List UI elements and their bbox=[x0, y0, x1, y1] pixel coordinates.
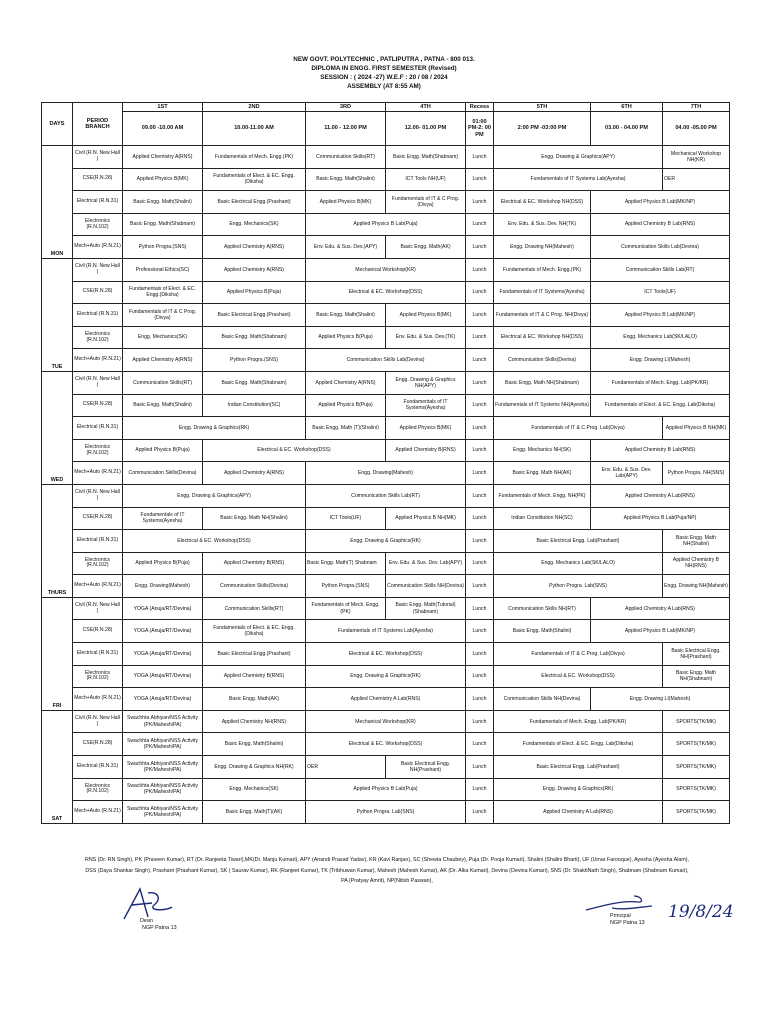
class-cell: Applied Physics B(MK) bbox=[386, 417, 466, 440]
class-cell: Swachhta Abhiyan/NSS Activity (PK/Mahesh/PA) bbox=[123, 710, 203, 733]
class-cell: Communication Skills Lab(Devina) bbox=[591, 236, 730, 259]
class-cell: Basic Engg. Math(AK) bbox=[386, 236, 466, 259]
class-cell: Basic Electrical Engg. Lab(Prashant) bbox=[494, 756, 663, 779]
class-cell: Communication Skills(RT) bbox=[306, 146, 386, 169]
assembly-line: ASSEMBLY (AT 8:55 AM) bbox=[347, 83, 421, 90]
class-cell: Electrical & EC. Workshop(DSS) bbox=[123, 530, 306, 553]
period-2-time: 10.00-11.00 AM bbox=[203, 112, 306, 146]
timetable-row bbox=[42, 665, 730, 688]
class-cell: Applied Chemistry A(RNS) bbox=[203, 258, 306, 281]
branch-cell: Electrical (R.N.31) bbox=[73, 530, 123, 553]
class-cell: Communication Skills NH(Devina) bbox=[386, 575, 466, 598]
class-cell: Env. Edu. & Sus. Dev. NH(TK) bbox=[494, 213, 591, 236]
class-cell: Engg. Drawing & Graphics(APY) bbox=[123, 484, 306, 507]
class-cell: Communication Skills Lab(Devina) bbox=[306, 349, 466, 372]
class-cell: OER bbox=[306, 756, 386, 779]
period-1-time: 09.00 -10.00 AM bbox=[123, 112, 203, 146]
lunch-cell: Lunch bbox=[466, 575, 494, 598]
class-cell: Applied Physics B Lab(Puja/NP) bbox=[591, 507, 730, 530]
branch-cell: CSE(R.N.28) bbox=[73, 733, 123, 756]
branch-cell: Mech+Auto (R.N.21) bbox=[73, 801, 123, 824]
class-cell: Applied Chemistry B NH(RNS) bbox=[663, 552, 730, 575]
class-cell: Basic Engg. Math(Shabnam) bbox=[386, 146, 466, 169]
lunch-cell: Lunch bbox=[466, 552, 494, 575]
class-cell: Env. Edu. & Sus. Dev.(APY) bbox=[306, 236, 386, 259]
timetable bbox=[41, 102, 730, 824]
class-cell: Applied Physics B Lab(MK/NP) bbox=[591, 191, 730, 214]
class-cell: Basic Engg. Math(Shalini) bbox=[123, 394, 203, 417]
class-cell: Fundamentals of Mech. Engg.(PK) bbox=[203, 146, 306, 169]
course-title: DIPLOMA IN ENGG. FIRST SEMESTER (Revised) bbox=[311, 65, 457, 72]
class-cell: Engg. Mechanics NH(SK) bbox=[494, 439, 591, 462]
class-cell: Python Progra. Lab(SNS) bbox=[494, 575, 663, 598]
day-label: WED bbox=[42, 371, 73, 484]
class-cell: Applied Physics B(Puja) bbox=[203, 281, 306, 304]
class-cell: Applied Physics B(MK) bbox=[306, 191, 386, 214]
class-cell: Engg. Drawing LI(Mahesh) bbox=[591, 688, 730, 711]
class-cell: Swachhta Abhiyan/NSS Activity (PK/Mahesh/PA) bbox=[123, 733, 203, 756]
timetable-row bbox=[42, 349, 730, 372]
class-cell: Engg. Drawing & Graphics(RK) bbox=[306, 530, 466, 553]
branch-cell: Electrical (R.N.31) bbox=[73, 304, 123, 327]
class-cell: Mechanical Workshop NH(KR) bbox=[663, 146, 730, 169]
class-cell: Applied Physics B Lab(MK/NP) bbox=[591, 620, 730, 643]
class-cell: SPORTS(TK/MK) bbox=[663, 756, 730, 779]
class-cell: Applied Chemistry A(RNS) bbox=[203, 462, 306, 485]
period-5-header: 5TH bbox=[494, 103, 591, 112]
timetable-row bbox=[42, 597, 730, 620]
period-5-time: 2:00 PM -03:00 PM bbox=[494, 112, 591, 146]
class-cell: YOGA (Anuja/RT/Devina) bbox=[123, 597, 203, 620]
timetable-row bbox=[42, 417, 730, 440]
class-cell: Applied Physics B(Puja) bbox=[123, 439, 203, 462]
class-cell: Applied Physics B(MK) bbox=[123, 168, 203, 191]
lunch-cell: Lunch bbox=[466, 258, 494, 281]
branch-cell: Civil (R.N. New Hall ) bbox=[73, 710, 123, 733]
class-cell: Basic Engg. Math(T)(AK) bbox=[203, 801, 306, 824]
branch-cell: Civil (R.N. New Hall ) bbox=[73, 484, 123, 507]
class-cell: Fundamentals of IT & C Prog.(Divya) bbox=[123, 304, 203, 327]
lunch-cell: Lunch bbox=[466, 665, 494, 688]
class-cell: Electrical & EC. Workshop(DSS) bbox=[306, 733, 466, 756]
class-cell: Basic Electrical Engg.(Prashant) bbox=[203, 643, 306, 666]
day-label: MON bbox=[42, 146, 73, 259]
lunch-cell: Lunch bbox=[466, 778, 494, 801]
class-cell: Fundamentals of Mech. Engg. Lab(PK/KR) bbox=[591, 371, 730, 394]
period-4-time: 12.00- 01.00 PM bbox=[386, 112, 466, 146]
period-3-header: 3RD bbox=[306, 103, 386, 112]
class-cell: Swachhta Abhiyan/NSS Activity (PK/Mahesh/PA) bbox=[123, 778, 203, 801]
timetable-row bbox=[42, 778, 730, 801]
class-cell: Engg. Drawing NH(Mahesh) bbox=[494, 236, 591, 259]
principal-title: Principal bbox=[610, 913, 631, 919]
branch-cell: CSE(R.N.28) bbox=[73, 281, 123, 304]
branch-cell: Mech+Auto (R.N.21) bbox=[73, 462, 123, 485]
timetable-row bbox=[42, 236, 730, 259]
class-cell: Indian Constitution NH(SC) bbox=[494, 507, 591, 530]
class-cell: Fundamentals of IT Systems(Ayesha) bbox=[386, 394, 466, 417]
class-cell: Fundamentals of IT Systems Lab(Ayesha) bbox=[494, 168, 663, 191]
class-cell: Basic Engg. Math NH(Shalini) bbox=[663, 530, 730, 553]
class-cell: Applied Chemistry B Lab(RNS) bbox=[591, 213, 730, 236]
class-cell: YOGA (Anuja/RT/Devina) bbox=[123, 665, 203, 688]
class-cell: Applied Chemistry NH(RNS) bbox=[203, 710, 306, 733]
class-cell: Communication Skills(Devina) bbox=[203, 575, 306, 598]
timetable-row bbox=[42, 484, 730, 507]
class-cell: Env. Edu. & Sus. Dev. Lab(APY) bbox=[386, 552, 466, 575]
class-cell: Python Progra.(SNS) bbox=[123, 236, 203, 259]
class-cell: Communication Skills NH(Devina) bbox=[494, 688, 591, 711]
class-cell: Applied Chemistry B(RNS) bbox=[203, 665, 306, 688]
class-cell: Basic Engg. Math(Shalini) bbox=[494, 620, 591, 643]
class-cell: Applied Chemistry B Lab(RNS) bbox=[591, 439, 730, 462]
timetable-body bbox=[42, 146, 730, 824]
class-cell: Fundamentals of Elect. & EC. Engg. Lab(Diksha) bbox=[494, 733, 663, 756]
timetable-row bbox=[42, 688, 730, 711]
class-cell: Communication Skills Lab(RT) bbox=[306, 484, 466, 507]
class-cell: SPORTS(TK/MK) bbox=[663, 733, 730, 756]
principal-org: NGP Patna 13 bbox=[610, 920, 645, 926]
lunch-cell: Lunch bbox=[466, 597, 494, 620]
recess-header: Recess bbox=[466, 103, 494, 112]
class-cell: YOGA (Anuja/RT/Devina) bbox=[123, 688, 203, 711]
lunch-cell: Lunch bbox=[466, 688, 494, 711]
class-cell: Fundamentals of IT & C Prog. NH(Divya) bbox=[494, 304, 591, 327]
class-cell: Fundamentals of IT Systems(Ayesha) bbox=[123, 507, 203, 530]
class-cell: Fundamentals of IT & C Prog.(Divya) bbox=[386, 191, 466, 214]
timetable-row bbox=[42, 281, 730, 304]
timetable-row bbox=[42, 326, 730, 349]
lunch-cell: Lunch bbox=[466, 326, 494, 349]
class-cell: Python Progra.(SNS) bbox=[306, 575, 386, 598]
lunch-cell: Lunch bbox=[466, 146, 494, 169]
class-cell: Applied Physics B(Puja) bbox=[306, 326, 386, 349]
day-label: TUE bbox=[42, 258, 73, 371]
class-cell: Engg. Mechanics(SK) bbox=[203, 213, 306, 236]
class-cell: Fundamentals of Mech. Engg. Lab(PK/KR) bbox=[494, 710, 663, 733]
class-cell: Applied Chemistry A(RNS) bbox=[306, 371, 386, 394]
class-cell: Fundamentals of Mech. Engg. NH(PK) bbox=[494, 484, 591, 507]
class-cell: Fundamentals of Elect. & EC. Engg. Lab(Diksha) bbox=[591, 394, 730, 417]
timetable-row bbox=[42, 530, 730, 553]
class-cell: Engg. Drawing & Graphics(RK) bbox=[123, 417, 306, 440]
timetable-row bbox=[42, 507, 730, 530]
class-cell: Basic Engg. Math(Shalini) bbox=[306, 168, 386, 191]
class-cell: Applied Physics B(Puja) bbox=[306, 394, 386, 417]
period-4-header: 4TH bbox=[386, 103, 466, 112]
class-cell: Communication Skills(Devina) bbox=[494, 349, 591, 372]
class-cell: Basic Electrical Engg.(Prashant) bbox=[203, 304, 306, 327]
document-header bbox=[0, 55, 768, 91]
branch-cell: Electrical (R.N.31) bbox=[73, 643, 123, 666]
class-cell: Applied Chemistry A Lab(RNS) bbox=[494, 801, 663, 824]
lunch-cell: Lunch bbox=[466, 281, 494, 304]
timetable-row bbox=[42, 801, 730, 824]
branch-cell: Mech+Auto (R.N.21) bbox=[73, 688, 123, 711]
class-cell: Electrical & EC. Workshop NH(DSS) bbox=[494, 326, 591, 349]
class-cell: Engg. Drawing LI(Mahesh) bbox=[591, 349, 730, 372]
class-cell: Basic Engg. Math(Tutorial)(Shabnam) bbox=[386, 597, 466, 620]
class-cell: Applied Physics B Lab(MK/NP) bbox=[591, 304, 730, 327]
branch-cell: Mech+Auto (R.N.21) bbox=[73, 575, 123, 598]
lunch-cell: Lunch bbox=[466, 394, 494, 417]
class-cell: SPORTS(TK/MK) bbox=[663, 778, 730, 801]
class-cell: Fundamentals of IT & C Prog. Lab(Divya) bbox=[494, 417, 663, 440]
timetable-row bbox=[42, 552, 730, 575]
class-cell: Fundamentals of IT & C Prog. Lab(Divya) bbox=[494, 643, 663, 666]
class-cell: Electrical & EC. Workshop(DSS) bbox=[494, 665, 663, 688]
branch-cell: Electrical (R.N.31) bbox=[73, 756, 123, 779]
lunch-cell: Lunch bbox=[466, 733, 494, 756]
class-cell: Applied Physics B Lab(Puja) bbox=[306, 778, 466, 801]
class-cell: Fundamentals of Elect. & EC. Engg.(Diksha) bbox=[203, 620, 306, 643]
class-cell: Communication Skills NH(RT) bbox=[494, 597, 591, 620]
timetable-row bbox=[42, 191, 730, 214]
timetable-row bbox=[42, 756, 730, 779]
class-cell: Communication Skills(RT) bbox=[123, 371, 203, 394]
class-cell: Professional Ethics(SC) bbox=[123, 258, 203, 281]
lunch-cell: Lunch bbox=[466, 168, 494, 191]
timetable-row bbox=[42, 168, 730, 191]
class-cell: Basic Electrical Engg. Lab(Prashant) bbox=[494, 530, 663, 553]
class-cell: Applied Chemistry B(RNS) bbox=[203, 552, 306, 575]
class-cell: Electrical & EC. Workshop NH(DSS) bbox=[494, 191, 591, 214]
class-cell: Basic Engg. Math(Shabnam) bbox=[123, 213, 203, 236]
class-cell: Engg. Mechanics Lab(SK/LALO) bbox=[494, 552, 663, 575]
class-cell: Engg. Drawing & Graphics NH(RK) bbox=[203, 756, 306, 779]
class-cell: Fundamentals of Mech. Engg.(PK) bbox=[306, 597, 386, 620]
class-cell: Engg. Drawing & Graphics(RK) bbox=[494, 778, 663, 801]
lunch-cell: Lunch bbox=[466, 484, 494, 507]
branch-cell: CSE(R.N.28) bbox=[73, 394, 123, 417]
class-cell: Basic Engg. Math(Shalini) bbox=[306, 304, 386, 327]
class-cell: Basic Engg. Math(Shabnam) bbox=[203, 371, 306, 394]
lunch-cell: Lunch bbox=[466, 371, 494, 394]
timetable-row bbox=[42, 146, 730, 169]
class-cell: Mechanical Workshop(KR) bbox=[306, 258, 466, 281]
dean-title: Dean bbox=[140, 918, 153, 924]
class-cell: Basic Engg. Math (T)(Shalini) bbox=[306, 417, 386, 440]
branch-cell: Mech+Auto (R.N.21) bbox=[73, 349, 123, 372]
timetable-row bbox=[42, 394, 730, 417]
class-cell: Basic Engg. Math NH(Shabnam) bbox=[494, 371, 591, 394]
class-cell: Communication Skills(Devina) bbox=[123, 462, 203, 485]
class-cell: Communication Skills(RT) bbox=[203, 597, 306, 620]
dean-signature-block bbox=[140, 918, 177, 932]
class-cell: Applied Physics B(Puja) bbox=[123, 552, 203, 575]
class-cell: Applied Physics B(MK) bbox=[386, 304, 466, 327]
day-label: SAT bbox=[42, 710, 73, 823]
class-cell: Basic Engg. Math(Shalini) bbox=[123, 191, 203, 214]
class-cell: Applied Chemistry A Lab(RNS) bbox=[591, 597, 730, 620]
timetable-row bbox=[42, 575, 730, 598]
class-cell: Swachhta Abhiyan/NSS Activity (PK/Mahesh/PA) bbox=[123, 756, 203, 779]
branch-cell: Electronics (R.N.102) bbox=[73, 552, 123, 575]
class-cell: Applied Chemistry A Lab(RNS) bbox=[306, 688, 466, 711]
days-header: DAYS bbox=[42, 103, 73, 146]
timetable-row bbox=[42, 439, 730, 462]
timetable-row bbox=[42, 643, 730, 666]
institute-name: NEW GOVT. POLYTECHNIC , PATLIPUTRA , PATNA - 800 013. bbox=[293, 56, 475, 63]
period-7-header: 7TH bbox=[663, 103, 730, 112]
lunch-cell: Lunch bbox=[466, 620, 494, 643]
class-cell: Basic Engg. Math NH(Shabnam) bbox=[663, 665, 730, 688]
class-cell: Basic Engg. Math(Shabnam) bbox=[203, 326, 306, 349]
class-cell: Engg. Drawing(Mahesh) bbox=[306, 462, 466, 485]
branch-cell: Civil (R.N. New Hall ) bbox=[73, 146, 123, 169]
class-cell: SPORTS(TK/MK) bbox=[663, 801, 730, 824]
branch-cell: Electrical (R.N.31) bbox=[73, 191, 123, 214]
branch-cell: Electrical (R.N.31) bbox=[73, 417, 123, 440]
class-cell: Python Progra. NH(SNS) bbox=[663, 462, 730, 485]
class-cell: Communication Skills Lab(RT) bbox=[591, 258, 730, 281]
lunch-cell: Lunch bbox=[466, 417, 494, 440]
class-cell: Basic Engg. Math(AK) bbox=[203, 688, 306, 711]
day-label: THURS bbox=[42, 484, 73, 597]
class-cell: Basic Electrical Engg. NH(Prashant) bbox=[663, 643, 730, 666]
handwritten-date: 19/8/24 bbox=[668, 902, 734, 922]
timetable-row bbox=[42, 462, 730, 485]
lunch-cell: Lunch bbox=[466, 236, 494, 259]
class-cell: Basic Engg. Math NH(AK) bbox=[494, 462, 591, 485]
class-cell: Engg. Drawing & Graphics NH(APY) bbox=[386, 371, 466, 394]
branch-cell: CSE(R.N.28) bbox=[73, 507, 123, 530]
branch-cell: Civil (R.N. New Hall ) bbox=[73, 371, 123, 394]
period-1-header: 1ST bbox=[123, 103, 203, 112]
period-6-time: 03.00 - 04.00 PM bbox=[591, 112, 663, 146]
class-cell: Fundamentals of Elect. & EC. Engg.(Diksha) bbox=[123, 281, 203, 304]
branch-cell: Electronics (R.N.102) bbox=[73, 778, 123, 801]
timetable-row bbox=[42, 304, 730, 327]
class-cell: Electrical & EC. Workshop(DSS) bbox=[306, 281, 466, 304]
class-cell: Basic Engg. Math(Shalini) bbox=[203, 733, 306, 756]
class-cell: Basic Electrical Engg.(Prashant) bbox=[203, 191, 306, 214]
class-cell: Engg. Drawing & Graphics(RK) bbox=[306, 665, 466, 688]
class-cell: Fundamentals of IT Systems NH(Ayesha) bbox=[494, 394, 591, 417]
class-cell: ICT Tools NH(UF) bbox=[386, 168, 466, 191]
branch-cell: Electronics (R.N.102) bbox=[73, 439, 123, 462]
lunch-cell: Lunch bbox=[466, 801, 494, 824]
class-cell: Fundamentals of IT Systems Lab(Ayesha) bbox=[306, 620, 466, 643]
lunch-cell: Lunch bbox=[466, 643, 494, 666]
timetable-row bbox=[42, 620, 730, 643]
session-line: SESSION : ( 2024 -27) W.E.F : 20 / 08 / 2024 bbox=[320, 74, 448, 81]
class-cell: Env. Edu. & Sus. Dev. Lab(APY) bbox=[591, 462, 663, 485]
class-cell: Engg. Drawing & Graphics(APY) bbox=[494, 146, 663, 169]
class-cell: Applied Chemistry A Lab(RNS) bbox=[591, 484, 730, 507]
class-cell: Engg. Mechanics Lab(SK/LALO) bbox=[591, 326, 730, 349]
lunch-cell: Lunch bbox=[466, 349, 494, 372]
period-3-time: 11.00 - 12.00 PM bbox=[306, 112, 386, 146]
class-cell: Applied Chemistry A(RNS) bbox=[203, 236, 306, 259]
class-cell: YOGA (Anuja/RT/Devina) bbox=[123, 643, 203, 666]
principal-signature-block bbox=[610, 913, 645, 927]
branch-cell: CSE(R.N.28) bbox=[73, 168, 123, 191]
class-cell: Engg. Drawing NH(Mahesh) bbox=[663, 575, 730, 598]
branch-cell: Civil (R.N. New Hall ) bbox=[73, 597, 123, 620]
timetable-row bbox=[42, 213, 730, 236]
lunch-cell: Lunch bbox=[466, 304, 494, 327]
class-cell: Applied Physics B NH(MK) bbox=[386, 507, 466, 530]
branch-cell: Electronics (R.N.102) bbox=[73, 213, 123, 236]
class-cell: Applied Chemistry B(RNS) bbox=[386, 439, 466, 462]
class-cell: Basic Engg. Math(T) Shabnam bbox=[306, 552, 386, 575]
class-cell: Applied Chemistry A(RNS) bbox=[123, 146, 203, 169]
day-label: FRI bbox=[42, 597, 73, 710]
class-cell: Basic Electrical Engg. NH(Prashant) bbox=[386, 756, 466, 779]
recess-time: 01:00 PM-2: 00 PM bbox=[466, 112, 494, 146]
period-2-header: 2ND bbox=[203, 103, 306, 112]
class-cell: Fundamentals of IT Systems(Ayesha) bbox=[494, 281, 591, 304]
lunch-cell: Lunch bbox=[466, 439, 494, 462]
class-cell: Applied Physics B Lab(Puja) bbox=[306, 213, 466, 236]
class-cell: Electrical & EC. Workshop(DSS) bbox=[203, 439, 386, 462]
lunch-cell: Lunch bbox=[466, 710, 494, 733]
class-cell: Python Progra. Lab(SNS) bbox=[306, 801, 466, 824]
class-cell: Engg. Drawing(Mahesh) bbox=[123, 575, 203, 598]
lunch-cell: Lunch bbox=[466, 213, 494, 236]
period-6-header: 6TH bbox=[591, 103, 663, 112]
branch-cell: Civil (R.N. New Hall ) bbox=[73, 258, 123, 281]
class-cell: OER bbox=[663, 168, 730, 191]
dean-org: NGP Patna 13 bbox=[142, 925, 177, 931]
branch-cell: Mech+Auto (R.N.21) bbox=[73, 236, 123, 259]
timetable-row bbox=[42, 710, 730, 733]
branch-cell: Electronics (R.N.102) bbox=[73, 665, 123, 688]
lunch-cell: Lunch bbox=[466, 530, 494, 553]
class-cell: ICT Tools(UF) bbox=[591, 281, 730, 304]
timetable-row bbox=[42, 258, 730, 281]
class-cell: Engg. Mechanics(SK) bbox=[123, 326, 203, 349]
class-cell: YOGA (Anuja/RT/Devina) bbox=[123, 620, 203, 643]
class-cell: Applied Physics B NH(MK) bbox=[663, 417, 730, 440]
class-cell: Electrical & EC. Workshop(DSS) bbox=[306, 643, 466, 666]
class-cell: Swachhta Abhiyan/NSS Activity (PK/Mahesh/PA) bbox=[123, 801, 203, 824]
timetable-row bbox=[42, 371, 730, 394]
period-7-time: 04.00 -05.00 PM bbox=[663, 112, 730, 146]
faculty-legend: RNS (Dr. RN Singh), PK (Praveen Kumar), RT (Dr. Ranjeeta Tiwari),MK(Dr. Manju Kumari), APY (Anandi Prasad Yadav), KR (Kavi Ranjan), SC (Shewta Chaubey), Puja (Dr. Pooja Kumari), Shalini (Shalini Bharti), UF (Umar Farooque), Ayesha (Ayesha Alam), DSS (Daya Shankar Singh), Prashant (Prashant Kumar), SK ( Saurav Kumar), RK (Ranjeet Kumar), TK (Tribhuwan Kumar), Mahesh (Mahesh Kumar), AK (Dr. Alka Kumari), Devina (Devina Kumari), SNS (Dr. ShaktiNath Singh), Shabnam (Shabnam Kumari), PA (Pratyay Amrit), NP(Nitish Paswan), bbox=[85, 857, 689, 884]
lunch-cell: Lunch bbox=[466, 507, 494, 530]
class-cell: Basic Engg. Math NH(Shalini) bbox=[203, 507, 306, 530]
lunch-cell: Lunch bbox=[466, 462, 494, 485]
branch-cell: Electronics (R.N.102) bbox=[73, 326, 123, 349]
class-cell: Fundamentals of Mech. Engg.(PK) bbox=[494, 258, 591, 281]
lunch-cell: Lunch bbox=[466, 756, 494, 779]
class-cell: SPORTS(TK/MK) bbox=[663, 710, 730, 733]
class-cell: Env. Edu. & Sus. Dev.(TK) bbox=[386, 326, 466, 349]
class-cell: Python Progra.(SNS) bbox=[203, 349, 306, 372]
class-cell: ICT Tools(UF) bbox=[306, 507, 386, 530]
class-cell: Fundamentals of Elect. & EC. Engg.(Diksha) bbox=[203, 168, 306, 191]
branch-cell: CSE(R.N.28) bbox=[73, 620, 123, 643]
class-cell: Mechanical Workshop(KR) bbox=[306, 710, 466, 733]
period-branch-header: PERIOD BRANCH bbox=[73, 103, 123, 146]
lunch-cell: Lunch bbox=[466, 191, 494, 214]
class-cell: Applied Chemistry A(RNS) bbox=[123, 349, 203, 372]
timetable-row bbox=[42, 733, 730, 756]
class-cell: Indian Constitution(SC) bbox=[203, 394, 306, 417]
class-cell: Engg. Mechanics(SK) bbox=[203, 778, 306, 801]
